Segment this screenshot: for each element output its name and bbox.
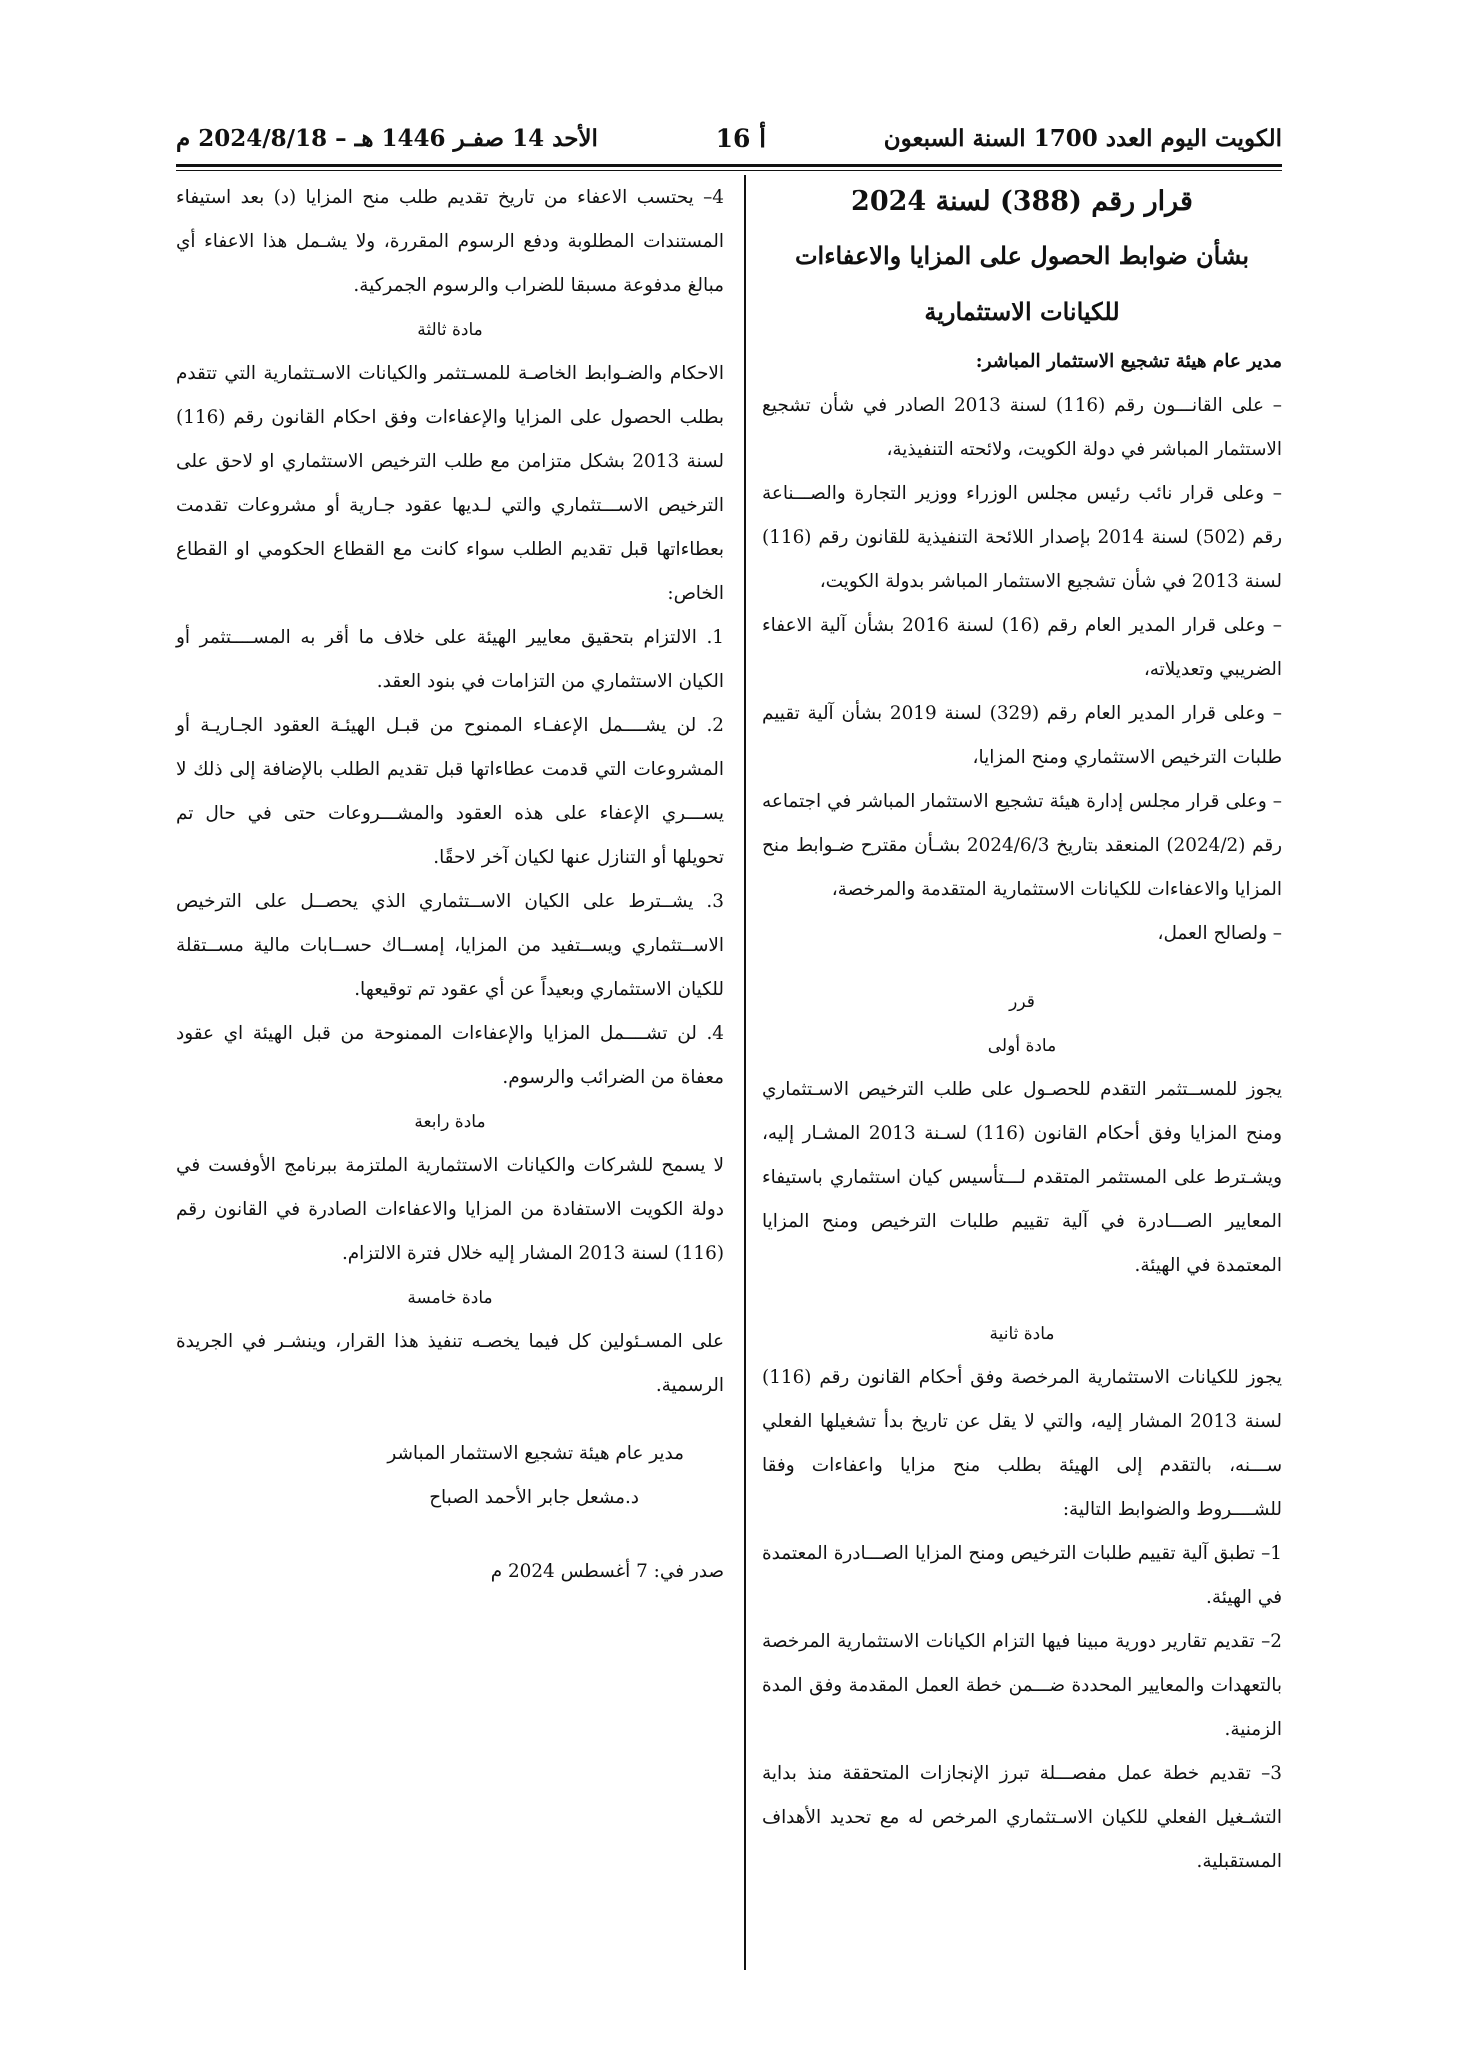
article-4-text: لا يسمح للشركات والكيانات الاستثمارية الملتزمة ببرنامج الأوفست في دولة الكويت الاستفادة من المزايا والاعفاءات الصادرة في القانون رقم (116) لسنة 2013 المشار إليه خلال فترة الالتزام. — [176, 1155, 724, 1264]
article-2-intro: يجوز للكيانات الاستثمارية المرخصة وفق أحكام القانون رقم (116) لسنة 2013 المشار إليه، والتي لا يقل عن تاريخ بدأ تشغيلها الفعلي ســـنه، بالتقدم إلى الهيئة بطلب منح مزايا واعفاءات وفقا للشــــروط والضوابط التالية: — [762, 1367, 1283, 1520]
article-2-heading: مادة ثانية — [989, 1324, 1055, 1344]
column-divider — [744, 175, 746, 1970]
issue-date: الأحد 14 صفـر 1446 هـ – 2024/8/18 م — [176, 124, 598, 152]
preamble-line: مدير عام هيئة تشجيع الاستثمار المباشر: — [975, 351, 1282, 372]
preamble-line: – ولصالح العمل، — [1157, 923, 1282, 944]
left-column — [176, 176, 724, 1594]
page-number: أ 16 — [715, 123, 767, 153]
signature-title: مدير عام هيئة تشجيع الاستثمار المباشر — [387, 1443, 684, 1464]
article-2-item: 2– تقديم تقارير دورية مبينا فيها التزام الكيانات الاستثمارية المرخصة بالتعهدات والمعايير المحددة ضـــمن خطة العمل المقدمة وفق المدة الزمنية. — [762, 1631, 1282, 1740]
preamble-line: – وعلى قرار مجلس إدارة هيئة تشجيع الاستثمار المباشر في اجتماعه رقم (2024/2) المنعقد بتاريخ 2024/6/3 بشـأن مقترح ضـوابط منح المزايا والاعفاءات للكيانات الاستثمارية المتقدمة والمرخصة، — [762, 791, 1283, 900]
header-rule-thin — [176, 170, 1282, 171]
decision-subtitle-1: بشأن ضوابط الحصول على المزايا والاعفاءات — [794, 241, 1250, 270]
article-2-item: 4– يحتسب الاعفاء من تاريخ تقديم طلب منح المزايا (د) بعد استيفاء المستندات المطلوبة ودفع الرسوم المقررة، ولا يشـمل هذا الاعفاء أي مبالغ مدفوعة مسبقا للضراب والرسوم الجمركية. — [176, 187, 724, 296]
header-rule — [176, 164, 1282, 167]
preamble-line: – وعلى قرار المدير العام رقم (329) لسنة 2019 بشأن آلية تقييم طلبات الترخيص الاستثماري ومنح المزايا، — [762, 703, 1282, 768]
decision-subtitle-2: للكيانات الاستثمارية — [924, 297, 1120, 326]
preamble-line: – وعلى قرار نائب رئيس مجلس الوزراء ووزير التجارة والصـــناعة رقم (502) لسنة 2014 بإصدار اللائحة التنفيذية للقانون رقم (116) لسنة 2013 في شأن تشجيع الاستثمار المباشر بدولة الكويت، — [762, 483, 1282, 592]
decreed-heading: قرر — [1009, 992, 1035, 1012]
issue-statement: صدر في: 7 أغسطس 2024 م — [490, 1561, 724, 1582]
page-header — [176, 118, 1282, 158]
article-5-text: على المسـئولين كل فيما يخصـه تنفيذ هذا القرار، وينشـر في الجريدة الرسمية. — [176, 1331, 724, 1396]
article-3-heading: مادة ثالثة — [417, 320, 483, 340]
article-3-item: 2. لن يشــــمل الإعفـاء الممنوح من قبـل الهيئـة العقود الجـاريـة أو المشروعات التي قدمت عطاءاتها قبل تقديم الطلب بالإضافة إلى ذلك لا يســـري الإعفاء على هذه العقود والمشـــروعات حتى في حال تم تحويلها أو التنازل عنها لكيان آخر لاحقًا. — [176, 715, 724, 868]
article-1-heading: مادة أولى — [987, 1036, 1057, 1056]
preamble-line: – على القانـــون رقم (116) لسنة 2013 الصادر في شأن تشجيع الاستثمار المباشر في دولة الكويت، ولائحته التنفيذية، — [762, 395, 1282, 460]
decision-title: قرار رقم (388) لسنة 2024 — [851, 186, 1193, 217]
article-2-item: 1– تطبق آلية تقييم طلبات الترخيص ومنح المزايا الصـــادرة المعتمدة في الهيئة. — [762, 1543, 1282, 1608]
article-5-heading: مادة خامسة — [407, 1288, 493, 1308]
preamble-line: – وعلى قرار المدير العام رقم (16) لسنة 2016 بشأن آلية الاعفاء الضريبي وتعديلاته، — [762, 615, 1282, 680]
article-3-item: 4. لن تشــــمل المزايا والإعفاءات الممنوحة من قبل الهيئة اي عقود معفاة من الضرائب والرسوم. — [176, 1023, 724, 1088]
article-2-item: 3– تقديم خطة عمل مفصـــلة تبرز الإنجازات المتحققة منذ بداية التشـغيل الفعلي للكيان الاسـتثماري المرخص له مع تحديد الأهداف المستقبلية. — [762, 1763, 1282, 1872]
article-3-item: 1. الالتزام بتحقيق معايير الهيئة على خلاف ما أقر به المســــتثمر أو الكيان الاستثماري من التزامات في بنود العقد. — [176, 627, 724, 692]
gazette-issue: الكويت اليوم العدد 1700 السنة السبعون — [883, 124, 1282, 152]
article-1-text: يجوز للمســتثمر التقدم للحصـول على طلب الترخيص الاسـتثماري ومنح المزايا وفق أحكام القانون (116) لسـنة 2013 المشـار إليه، ويشـترط على المستثمر المتقدم لـــتأسيس كيان استثماري باستيفاء المعايير الصـــادرة في آلية تقييم طلبات الترخيص ومنح المزايا المعتمدة في الهيئة. — [762, 1079, 1282, 1276]
signature-name: د.مشعل جابر الأحمد الصباح — [429, 1487, 639, 1508]
right-column — [762, 176, 1282, 1884]
article-3-intro: الاحكام والضـوابط الخاصـة للمسـتثمر والكيانات الاسـتثمارية التي تتقدم بطلب الحصول على المزايا والإعفاءات وفق احكام القانون رقم (116) لسنة 2013 بشكل متزامن مع طلب الترخيص الاستثماري او لاحق على الترخيص الاســـتثماري والتي لـديها عقود جـارية أو مشروعات تقدمت بعطاءاتها قبل تقديم الطلب سواء كانت مع القطاع الحكومي او القطاع الخاص: — [176, 363, 725, 604]
article-3-item: 3. يشــترط على الكيان الاســتثماري الذي يحصــل على الترخيص الاســتثماري ويســتفيد من المزايا، إمســاك حســابات مالية مســتقلة للكيان الاستثماري وبعيداً عن أي عقود تم توقيعها. — [176, 891, 724, 1000]
article-4-heading: مادة رابعة — [414, 1112, 486, 1132]
